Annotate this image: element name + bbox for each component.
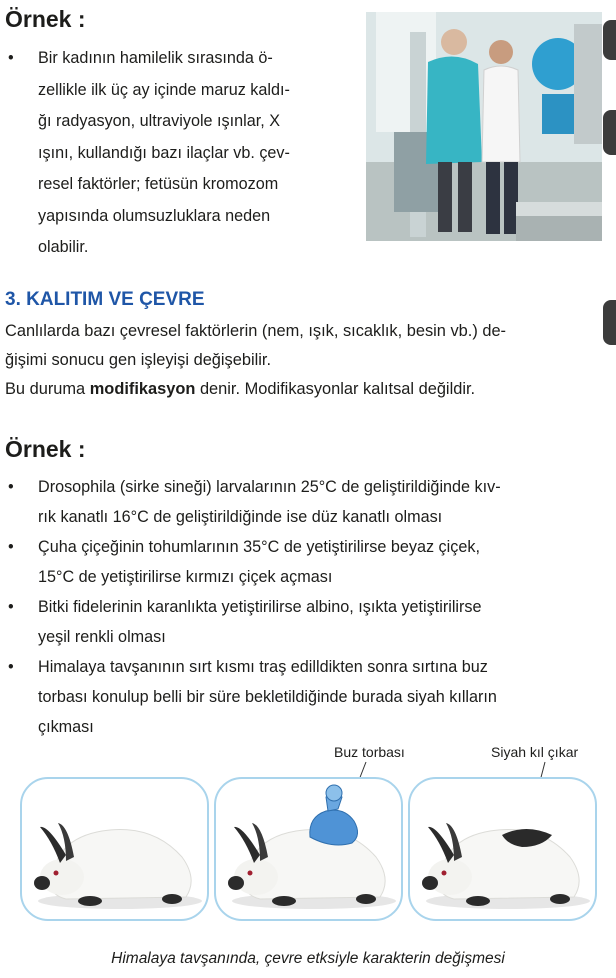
rabbit-illustration <box>410 779 595 919</box>
rabbit-illustration <box>216 779 401 919</box>
list-item-line: rık kanatlı 16°C de geliştirildiğinde ise düz kanatlı olması <box>38 508 443 526</box>
list-item-line: torbası konulup belli bir süre bekletildiğinde burada siyah kılların <box>38 688 497 706</box>
list-item-line: Himalaya tavşanının sırt kısmı traş edilldikten sonra sırtına buz <box>38 658 488 676</box>
black-hair-label: Siyah kıl çıkar <box>491 744 579 760</box>
ice-bag-label: Buz torbası <box>334 744 405 760</box>
bullet-dot: • <box>8 598 14 616</box>
example-heading-2: Örnek : <box>5 436 86 462</box>
list-item-line: Drosophila (sirke sineği) larvalarının 25°C de geliştirildiğinde kıv- <box>38 478 501 496</box>
section-line: ğişimi sonucu gen işleyişi değişebilir. <box>5 351 272 369</box>
section-text: denir. Modifikasyonlar kalıtsal değildir. <box>195 380 476 398</box>
example-1-line: resel faktörler; fetüsün kromozom <box>38 175 279 193</box>
example-1-line: yapısında olumsuzluklara neden <box>38 206 271 225</box>
example-1-line: olabilir. <box>38 238 89 256</box>
list-item-line: çıkması <box>38 718 94 736</box>
list-item-line: 15°C de yetiştirilirse kırmızı çiçek açması <box>38 568 333 586</box>
rabbit-illustration <box>22 779 207 919</box>
bullet-dot: • <box>8 538 14 556</box>
bullet-dot: • <box>8 658 14 676</box>
figure-caption: Himalaya tavşanında, çevre etksiyle karakterin değişmesi <box>111 950 505 967</box>
ice-bag-icon <box>310 785 358 845</box>
modifikasyon-term: modifikasyon <box>89 380 196 398</box>
example-1-line: ışını, kullandığı bazı ilaçlar vb. çev- <box>38 143 290 162</box>
section-line: Canlılarda bazı çevresel faktörlerin (nem, ışık, sıcaklık, besin vb.) de- <box>5 322 507 340</box>
example-1-line: zellikle ilk üç ay içinde maruz kaldı- <box>38 80 290 99</box>
example-1-line: ğı radyasyon, ultraviyole ışınlar, X <box>38 112 281 130</box>
list-item-line: Bitki fidelerinin karanlıkta yetiştirilirse albino, ışıkta yetiştirilirse <box>38 598 482 616</box>
list-item-line: Çuha çiçeğinin tohumlarının 35°C de yetiştirilirse beyaz çiçek, <box>38 538 480 556</box>
section-text: Bu duruma <box>5 380 90 398</box>
rabbit-panel-ice-bag <box>214 777 403 921</box>
bullet-dot: • <box>8 49 14 67</box>
example-heading-1: Örnek : <box>5 6 86 32</box>
rabbit-panel-after <box>408 777 597 921</box>
example-1-line: Bir kadının hamilelik sırasında ö- <box>38 49 273 67</box>
list-item-line: yeşil renkli olması <box>38 628 166 646</box>
section-title: 3. KALITIM VE ÇEVRE <box>5 289 205 310</box>
bullet-dot: • <box>8 478 14 496</box>
rabbit-panel-before <box>20 777 209 921</box>
